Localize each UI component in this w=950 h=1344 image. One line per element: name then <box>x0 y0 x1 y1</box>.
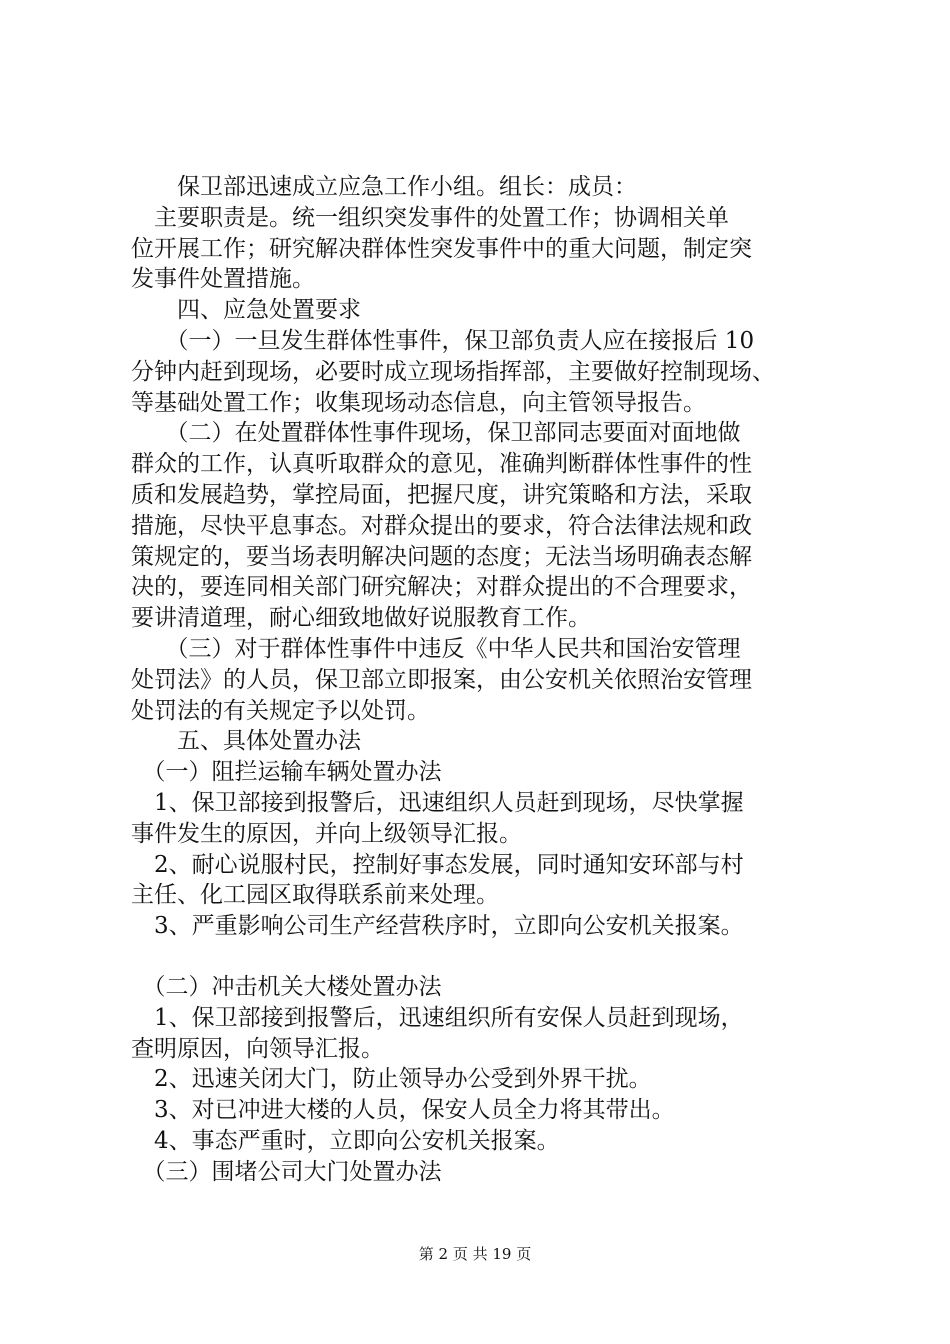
paragraph-line: 决的，要连同相关部门研究解决；对群众提出的不合理要求， <box>131 574 752 601</box>
paragraph-line: 策规定的，要当场表明解决问题的态度；无法当场明确表态解 <box>131 543 752 570</box>
paragraph-line: 查明原因，向领导汇报。 <box>131 1035 384 1062</box>
paragraph-line: 3、对已冲进大楼的人员，保安人员全力将其带出。 <box>131 1097 675 1124</box>
section-heading: 五、具体处置办法 <box>131 728 361 755</box>
paragraph-line: 分钟内赶到现场，必要时成立现场指挥部，主要做好控制现场、 <box>131 358 775 385</box>
paragraph-line: 保卫部迅速成立应急工作小组。组长：成员： <box>131 174 637 200</box>
paragraph-line: 主要职责是。统一组织突发事件的处置工作；协调相关单 <box>131 204 729 231</box>
paragraph-line: 要讲清道理，耐心细致地做好说服教育工作。 <box>131 605 591 632</box>
paragraph-line: 措施，尽快平息事态。对群众提出的要求，符合法律法规和政 <box>131 512 752 539</box>
paragraph-line: 等基础处置工作；收集现场动态信息，向主管领导报告。 <box>131 389 706 416</box>
page-footer <box>0 1244 950 1264</box>
page-number: 第 2 页 共 19 页 <box>418 1245 532 1263</box>
paragraph-line: 2、迅速关闭大门，防止领导办公受到外界干扰。 <box>131 1066 652 1093</box>
section-heading: 四、应急处置要求 <box>131 297 361 324</box>
paragraph-line: 位开展工作；研究解决群体性突发事件中的重大问题，制定突 <box>131 235 752 262</box>
paragraph-line: 质和发展趋势，掌控局面，把握尺度，讲究策略和方法，采取 <box>131 481 752 508</box>
subsection-heading: （三）围堵公司大门处置办法 <box>131 1158 442 1185</box>
paragraph-line: 2、耐心说服村民，控制好事态发展，同时通知安环部与村 <box>131 851 744 878</box>
paragraph-line: （三）对于群体性事件中违反《中华人民共和国治安管理 <box>131 635 741 662</box>
paragraph-line: 处罚法》的人员，保卫部立即报案，由公安机关依照治安管理 <box>131 666 752 693</box>
paragraph-line: 处罚法的有关规定予以处罚。 <box>131 697 430 724</box>
subsection-heading: （一）阻拦运输车辆处置办法 <box>131 759 442 786</box>
paragraph-line: （二）在处置群体性事件现场，保卫部同志要面对面地做 <box>131 420 741 447</box>
paragraph-line: 主任、化工园区取得联系前来处理。 <box>131 882 499 909</box>
paragraph-line: 发事件处置措施。 <box>131 266 315 293</box>
subsection-heading: （二）冲击机关大楼处置办法 <box>131 973 442 1000</box>
paragraph-line: 4、事态严重时，立即向公安机关报案。 <box>131 1127 560 1154</box>
paragraph-line: （一）一旦发生群体性事件，保卫部负责人应在接报后 10 <box>131 327 755 354</box>
blank-line <box>131 942 831 972</box>
paragraph-line: 群众的工作，认真听取群众的意见，准确判断群体性事件的性 <box>131 451 752 478</box>
paragraph-line: 3、严重影响公司生产经营秩序时，立即向公安机关报案。 <box>131 913 744 940</box>
paragraph-line: 1、保卫部接到报警后，迅速组织所有安保人员赶到现场， <box>131 1004 744 1031</box>
paragraph-line: 事件发生的原因，并向上级领导汇报。 <box>131 820 522 847</box>
document-body <box>131 172 831 1188</box>
paragraph-line: 1、保卫部接到报警后，迅速组织人员赶到现场，尽快掌握 <box>131 789 744 816</box>
